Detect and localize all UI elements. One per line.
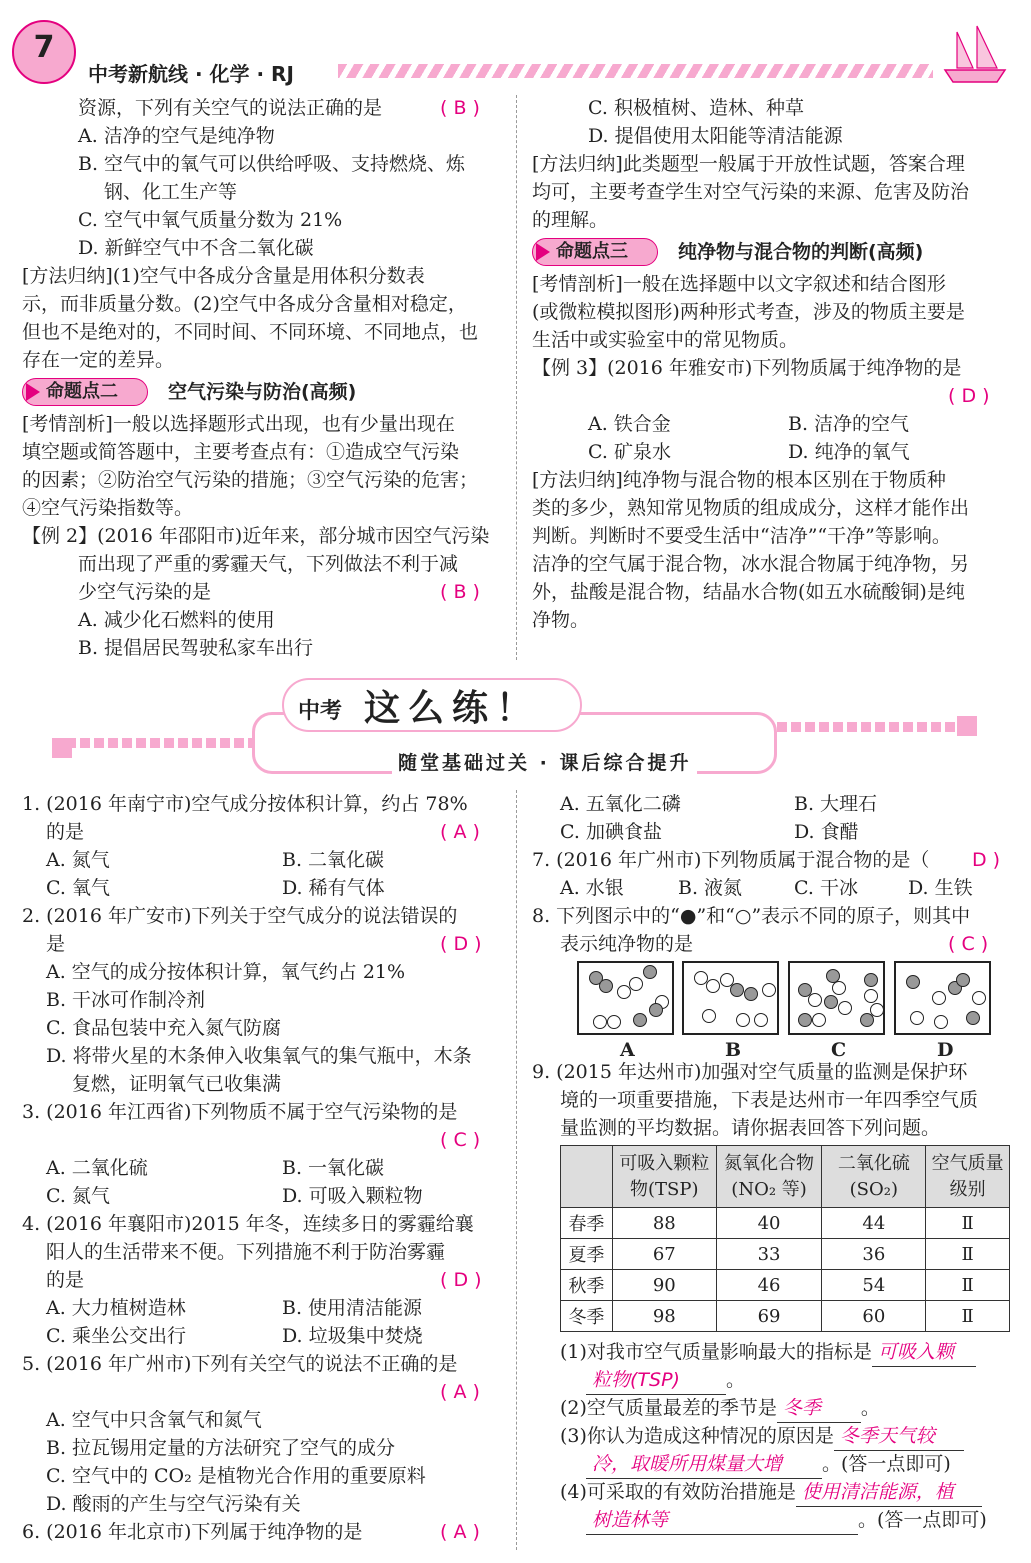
- option: B. 一氧化碳: [282, 1157, 385, 1179]
- q9-stem: 量监测的平均数据。请你据表回答下列问题。: [560, 1117, 941, 1139]
- table-cell: 36: [822, 1239, 926, 1270]
- table-cell: 54: [822, 1270, 926, 1301]
- q8-stem: 表示纯净物的是: [560, 933, 694, 955]
- answer: A: [453, 1381, 467, 1403]
- table-cell: Ⅱ: [926, 1239, 1010, 1270]
- method-summary-line: [方法归纳]纯净物与混合物的根本区别在于物质种: [532, 469, 946, 491]
- book-title: 中考新航线 · 化学 · RJ: [88, 62, 294, 86]
- q9-sub-3: [560, 1422, 964, 1450]
- option: D. 生铁: [908, 877, 973, 899]
- q9-sub-1-cont: 粒物(TSP) 。: [586, 1366, 745, 1394]
- q9-sub-1: [560, 1338, 976, 1366]
- option: D. 稀有气体: [282, 877, 385, 899]
- table-cell: 40: [716, 1208, 822, 1239]
- table-header-cell: 空气质量级别: [926, 1146, 1010, 1208]
- option: C. 空气中的 CO₂ 是植物光合作用的重要原料: [46, 1465, 426, 1487]
- option: A. 氮气: [46, 849, 110, 871]
- q9-sub-4: [560, 1478, 982, 1506]
- header-stripe: [338, 64, 933, 78]
- box-label: B: [725, 1039, 742, 1061]
- banner-square-left: [52, 738, 72, 758]
- table-cell: Ⅱ: [926, 1301, 1010, 1332]
- table-cell: 98: [612, 1301, 716, 1332]
- q6-stem: 6. (2016 年北京市)下列属于纯净物的是: [22, 1521, 363, 1543]
- table-row: [561, 1239, 1010, 1270]
- sub-question: (4)可采取的有效防治措施是: [560, 1481, 796, 1503]
- q1-stem: 1. (2016 年南宁市)空气成分按体积计算，约占 78%: [22, 793, 468, 815]
- q3-stem: 3. (2016 年江西省)下列物质不属于空气污染物的是: [22, 1101, 458, 1123]
- answer: B: [453, 97, 467, 119]
- table-cell: Ⅱ: [926, 1208, 1010, 1239]
- sub-question: (2)空气质量最差的季节是: [560, 1397, 777, 1419]
- option: B. 空气中的氧气可以供给呼吸、支持燃烧、炼: [78, 153, 466, 175]
- option: C. 加碘食盐: [560, 821, 662, 843]
- q2-stem: 是: [46, 933, 66, 955]
- topic-point-3: [532, 238, 1012, 266]
- answer: D: [453, 933, 469, 955]
- method-summary-line: 示，而非质量分数。(2)空气中各成分含量相对稳定，: [22, 293, 467, 315]
- answer-bracket: D ): [972, 849, 1001, 871]
- answer-bracket: ( C ): [440, 1129, 481, 1151]
- option: A. 水银: [560, 877, 624, 899]
- analysis-line: ④空气污染指数等。: [22, 497, 194, 519]
- table-header-cell: 氮氧化合物(NO₂ 等): [716, 1146, 822, 1208]
- option: A. 空气的成分按体积计算，氧气约占 21%: [46, 961, 406, 983]
- table-cell: 69: [716, 1301, 822, 1332]
- q4-stem: 4. (2016 年襄阳市)2015 年冬，连续多日的雾霾给襄: [22, 1213, 474, 1235]
- banner-stripe-left: [52, 738, 252, 748]
- topic-title: 纯净物与混合物的判断(高频): [678, 241, 924, 263]
- table-cell: 冬季: [561, 1301, 613, 1332]
- answer-fill: 可吸入颗: [872, 1338, 976, 1367]
- answer: C: [453, 1129, 467, 1151]
- answer-fill: 冷，取暖所用煤量大增: [586, 1450, 822, 1479]
- method-summary-line: 洁净的空气属于混合物，冰水混合物属于纯净物，另: [532, 553, 970, 575]
- analysis-line: (或微粒模拟图形)两种形式考查，涉及的物质主要是: [532, 301, 965, 323]
- answer-fill: 树造林等: [586, 1506, 858, 1535]
- answer: D: [972, 849, 987, 871]
- option: C. 空气中氧气质量分数为 21%: [78, 209, 343, 231]
- example-2-stem: 而出现了严重的雾霾天气，下列做法不利于减: [78, 553, 459, 575]
- table-row: [561, 1270, 1010, 1301]
- particle-box-d: [894, 961, 991, 1035]
- option: B. 大理石: [794, 793, 878, 815]
- q5-stem: 5. (2016 年广州市)下列有关空气的说法不正确的是: [22, 1353, 458, 1375]
- method-summary-line: 但也不是绝对的，不同时间、不同环境、不同地点，也: [22, 321, 479, 343]
- table-cell: 88: [612, 1208, 716, 1239]
- table-cell: 44: [822, 1208, 926, 1239]
- sub-question: (1)对我市空气质量影响最大的指标是: [560, 1341, 872, 1363]
- table-cell: 33: [716, 1239, 822, 1270]
- banner-title: 这么练！: [364, 688, 541, 729]
- option: D. 提倡使用太阳能等清洁能源: [588, 125, 843, 147]
- answer-fill: 冬季天气较: [834, 1422, 964, 1451]
- answer-bracket: ( A ): [440, 1521, 480, 1543]
- table-header-cell: 二氧化硫(SO₂): [822, 1146, 926, 1208]
- option: D. 纯净的氧气: [788, 441, 910, 463]
- topic-title: 空气污染与防治(高频): [168, 381, 357, 403]
- table-cell: 90: [612, 1270, 716, 1301]
- page-number: 7: [33, 30, 55, 65]
- topic-label: 命题点二: [46, 381, 118, 402]
- answer-bracket: ( D ): [440, 1269, 482, 1291]
- option: A. 二氧化硫: [46, 1157, 148, 1179]
- option: D. 新鲜空气中不含二氧化碳: [78, 237, 314, 259]
- practice-banner: [52, 672, 977, 777]
- topic-label: 命题点三: [556, 241, 628, 262]
- sub-tail: 。(答一点即可): [858, 1509, 987, 1531]
- table-header-cell: [561, 1146, 613, 1208]
- table-cell: 夏季: [561, 1239, 613, 1270]
- q8-stem: 8. 下列图示中的“●”和“○”表示不同的原子，则其中: [532, 905, 971, 927]
- answer: C: [961, 933, 975, 955]
- analysis-line: 填空题或简答题中，主要考查点有：①造成空气污染: [22, 441, 460, 463]
- option: B. 提倡居民驾驶私家车出行: [78, 637, 314, 659]
- q2-stem: 2. (2016 年广安市)下列关于空气成分的说法错误的: [22, 905, 458, 927]
- column-divider: [516, 790, 517, 1550]
- answer-bracket: ( B ): [440, 97, 480, 119]
- answer-bracket: ( A ): [440, 821, 480, 843]
- table-cell: Ⅱ: [926, 1270, 1010, 1301]
- box-label: D: [937, 1039, 954, 1061]
- option: C. 氮气: [46, 1185, 110, 1207]
- answer: A: [453, 821, 467, 843]
- box-label: C: [831, 1039, 847, 1061]
- method-summary-line: [方法归纳]此类题型一般属于开放性试题，答案合理: [532, 153, 965, 175]
- table-row: [561, 1301, 1010, 1332]
- answer: D: [961, 385, 977, 407]
- q9-stem: 9. (2015 年达州市)加强对空气质量的监测是保护环: [532, 1061, 968, 1083]
- column-divider: [516, 95, 517, 660]
- box-label: A: [620, 1039, 635, 1061]
- method-summary-line: 均可，主要考查学生对空气污染的来源、危害及防治: [532, 181, 970, 203]
- analysis-line: [考情剖析]一般以选择题形式出现，也有少量出现在: [22, 413, 455, 435]
- option: A. 五氧化二磷: [560, 793, 681, 815]
- option: D. 垃圾集中焚烧: [282, 1325, 423, 1347]
- q9-stem: 境的一项重要措施，下表是达州市一年四季空气质: [560, 1089, 979, 1111]
- analysis-line: 的因素；②防治空气污染的措施；③空气污染的危害；: [22, 469, 479, 491]
- banner-square-right: [957, 716, 977, 736]
- q4-stem: 的是: [46, 1269, 85, 1291]
- option: B. 洁净的空气: [788, 413, 910, 435]
- q7-stem: 7. (2016 年广州市)下列物质属于混合物的是（: [532, 849, 930, 871]
- answer-fill: 使用清洁能源，植: [796, 1478, 982, 1507]
- page-header: [0, 0, 1031, 95]
- option: C. 食品包装中充入氮气防腐: [46, 1017, 281, 1039]
- option: B. 使用清洁能源: [282, 1297, 423, 1319]
- q9-sub-4-cont: [586, 1506, 987, 1534]
- option: D. 酸雨的产生与空气污染有关: [46, 1493, 301, 1515]
- banner-subtitle: 随堂基础过关 · 课后综合提升: [392, 748, 697, 775]
- option: C. 氧气: [46, 877, 110, 899]
- table-header-row: [561, 1146, 1010, 1208]
- q9-sub-3-cont: [586, 1450, 951, 1478]
- banner-stripe-right: [777, 722, 977, 732]
- method-summary-line: 类的多少，熟知常见物质的组成成分，这样才能作出: [532, 497, 970, 519]
- table-row: [561, 1208, 1010, 1239]
- particle-box-b: [682, 961, 779, 1035]
- table-cell: 46: [716, 1270, 822, 1301]
- table-cell: 60: [822, 1301, 926, 1332]
- option: 钢、化工生产等: [104, 181, 238, 203]
- option: B. 液氮: [678, 877, 743, 899]
- option: C. 干冰: [794, 877, 858, 899]
- example-3-stem: 【例 3】(2016 年雅安市)下列物质属于纯净物的是: [532, 357, 962, 379]
- option: A. 空气中只含氧气和氮气: [46, 1409, 262, 1431]
- topic-point-2: [22, 378, 502, 406]
- method-summary-line: 判断。判断时不要受生活中“洁净”“干净”等影响。: [532, 525, 951, 547]
- method-summary-line: 存在一定的差异。: [22, 349, 175, 371]
- option: B. 二氧化碳: [282, 849, 385, 871]
- method-summary-line: 净物。: [532, 609, 590, 631]
- option: A. 减少化石燃料的使用: [78, 609, 275, 631]
- particle-box-c: [788, 961, 885, 1035]
- answer-bracket: ( B ): [440, 581, 480, 603]
- table-cell: 春季: [561, 1208, 613, 1239]
- answer: B: [453, 581, 467, 603]
- option: 复燃，证明氧气已收集满: [72, 1073, 282, 1095]
- option: D. 可吸入颗粒物: [282, 1185, 423, 1207]
- example-2-stem: 【例 2】(2016 年邵阳市)近年来，部分城市因空气污染: [22, 525, 490, 547]
- option: C. 乘坐公交出行: [46, 1325, 186, 1347]
- option: D. 将带火星的木条伸入收集氧气的集气瓶中，木条: [46, 1045, 472, 1067]
- answer-bracket: ( D ): [948, 385, 990, 407]
- answer-fill: 冬季: [777, 1394, 861, 1423]
- analysis-line: [考情剖析]一般在选择题中以文字叙述和结合图形: [532, 273, 946, 295]
- q1-stem: 的是: [46, 821, 85, 843]
- option: A. 铁合金: [588, 413, 671, 435]
- option: C. 积极植树、造林、种草: [588, 97, 804, 119]
- table-cell: 67: [612, 1239, 716, 1270]
- example-2-stem: 少空气污染的是: [78, 581, 212, 603]
- q9-sub-2: (2)空气质量最差的季节是 冬季 。: [560, 1394, 880, 1422]
- answer: A: [453, 1521, 467, 1543]
- banner-prefix: 中考: [298, 699, 343, 724]
- sailboat-icon: [935, 22, 1015, 88]
- option: B. 干冰可作制冷剂: [46, 989, 206, 1011]
- method-summary-line: [方法归纳](1)空气中各成分含量是用体积分数表: [22, 265, 425, 287]
- option: C. 矿泉水: [588, 441, 671, 463]
- option: A. 洁净的空气是纯净物: [78, 125, 275, 147]
- air-quality-table: [560, 1145, 1010, 1332]
- option: D. 食醋: [794, 821, 859, 843]
- question-stem: 资源，下列有关空气的说法正确的是: [78, 97, 383, 119]
- method-summary-line: 外，盐酸是混合物，结晶水合物(如五水硫酸铜)是纯: [532, 581, 965, 603]
- answer-fill: 粒物(TSP): [586, 1366, 726, 1395]
- answer-bracket: ( A ): [440, 1381, 480, 1403]
- answer-bracket: ( C ): [948, 933, 989, 955]
- answer-bracket: ( D ): [440, 933, 482, 955]
- answer: D: [453, 1269, 469, 1291]
- option: B. 拉瓦锡用定量的方法研究了空气的成分: [46, 1437, 396, 1459]
- particle-box-a: [577, 961, 674, 1035]
- q4-stem: 阳人的生活带来不便。下列措施不利于防治雾霾: [46, 1241, 446, 1263]
- option: A. 大力植树造林: [46, 1297, 186, 1319]
- table-header-cell: 可吸入颗粒物(TSP): [612, 1146, 716, 1208]
- sub-tail: 。(答一点即可): [822, 1453, 951, 1475]
- method-summary-line: 的理解。: [532, 209, 609, 231]
- sub-question: (3)你认为造成这种情况的原因是: [560, 1425, 834, 1447]
- analysis-line: 生活中或实验室中的常见物质。: [532, 329, 799, 351]
- table-cell: 秋季: [561, 1270, 613, 1301]
